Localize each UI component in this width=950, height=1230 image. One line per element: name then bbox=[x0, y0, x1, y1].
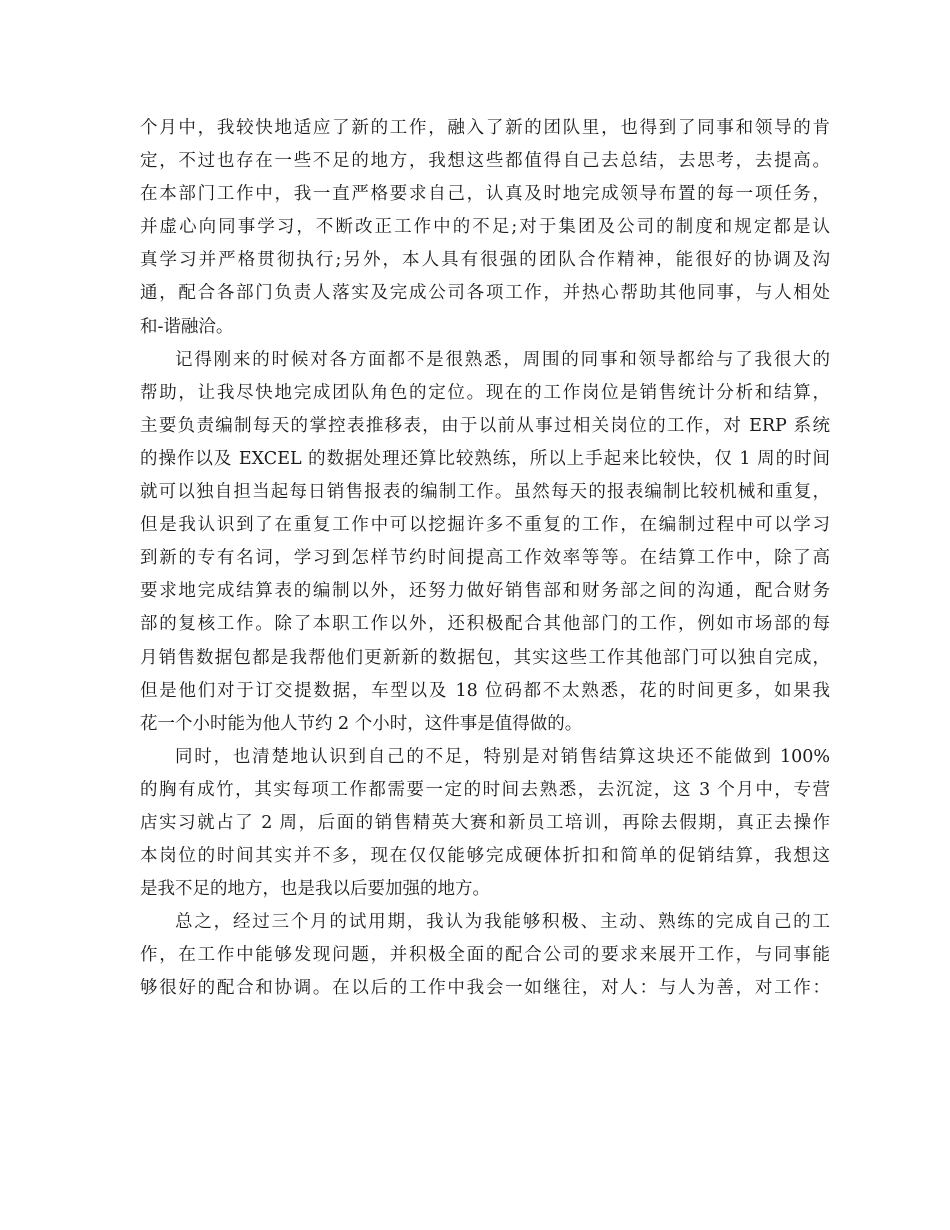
text-line: 帮助，让我尽快地完成团队角色的定位。现在的工作岗位是销售统计分析和结算， bbox=[140, 382, 830, 403]
text-line: 并虚心向同事学习，不断改正工作中的不足;对于集团及公司的制度和规定都是认 bbox=[140, 217, 830, 238]
text-line: 总之，经过三个月的试用期，我认为我能够积极、主动、熟练的完成自己的工 bbox=[175, 912, 830, 933]
text-line: 是我不足的地方，也是我以后要加强的地方。 bbox=[140, 879, 490, 900]
text-line: 和-谐融洽。 bbox=[140, 316, 234, 337]
paragraph-1 bbox=[140, 112, 830, 344]
paragraph-4 bbox=[140, 906, 830, 1005]
text-line: 真学习并严格贯彻执行;另外，本人具有很强的团队合作精神，能很好的协调及沟 bbox=[140, 250, 830, 271]
text-line: 个月中，我较快地适应了新的工作，融入了新的团队里，也得到了同事和领导的肯 bbox=[140, 118, 830, 138]
text-line: 部的复核工作。除了本职工作以外，还积极配合其他部门的工作，例如市场部的每 bbox=[140, 614, 830, 635]
text-line: 到新的专有名词，学习到怎样节约时间提高工作效率等等。在结算工作中，除了高 bbox=[140, 548, 830, 569]
text-line: 店实习就占了 2 周，后面的销售精英大赛和新员工培训，再除去假期，真正去操作 bbox=[140, 812, 830, 833]
text-line: 通，配合各部门负责人落实及完成公司各项工作，并热心帮助其他同事，与人相处 bbox=[140, 283, 830, 304]
text-line: 在本部门工作中，我一直严格要求自己，认真及时地完成领导布置的每一项任务， bbox=[140, 184, 830, 205]
paragraph-2 bbox=[140, 344, 830, 741]
text-line: 就可以独自担当起每日销售报表的编制工作。虽然每天的报表编制比较机械和重复， bbox=[140, 482, 830, 503]
text-line: 但是他们对于订交提数据，车型以及 18 位码都不太熟悉，花的时间更多，如果我 bbox=[140, 680, 830, 701]
text-line: 定，不过也存在一些不足的地方，我想这些都值得自己去总结，去思考，去提高。 bbox=[140, 151, 830, 172]
text-line: 要求地完成结算表的编制以外，还努力做好销售部和财务部之间的沟通，配合财务 bbox=[140, 581, 830, 602]
text-line: 月销售数据包都是我帮他们更新新的数据包，其实这些工作其他部门可以独自完成， bbox=[140, 647, 830, 668]
text-line: 但是我认识到了在重复工作中可以挖掘许多不重复的工作，在编制过程中可以学习 bbox=[140, 515, 830, 536]
text-line: 的操作以及 EXCEL 的数据处理还算比较熟练，所以上手起来比较快，仅 1 周的时间 bbox=[140, 448, 830, 469]
text-line: 够很好的配合和协调。在以后的工作中我会一如继往，对人：与人为善，对工作： bbox=[140, 978, 830, 999]
text-line: 主要负责编制每天的掌控表推移表，由于以前从事过相关岗位的工作，对 ERP 系统 bbox=[140, 415, 830, 436]
document-body bbox=[140, 112, 830, 1006]
text-line: 本岗位的时间其实并不多，现在仅仅能够完成硬体折扣和简单的促销结算，我想这 bbox=[140, 846, 830, 867]
text-line: 作，在工作中能够发现问题，并积极全面的配合公司的要求来展开工作，与同事能 bbox=[140, 945, 830, 966]
text-line: 花一个小时能为他人节约 2 个小时，这件事是值得做的。 bbox=[140, 713, 583, 734]
text-line: 的胸有成竹，其实每项工作都需要一定的时间去熟悉，去沉淀，这 3 个月中，专营 bbox=[140, 779, 830, 800]
text-line: 记得刚来的时候对各方面都不是很熟悉，周围的同事和领导都给与了我很大的 bbox=[175, 349, 830, 370]
paragraph-3 bbox=[140, 741, 830, 906]
text-line: 同时，也清楚地认识到自己的不足，特别是对销售结算这块还不能做到 100% bbox=[175, 746, 830, 767]
